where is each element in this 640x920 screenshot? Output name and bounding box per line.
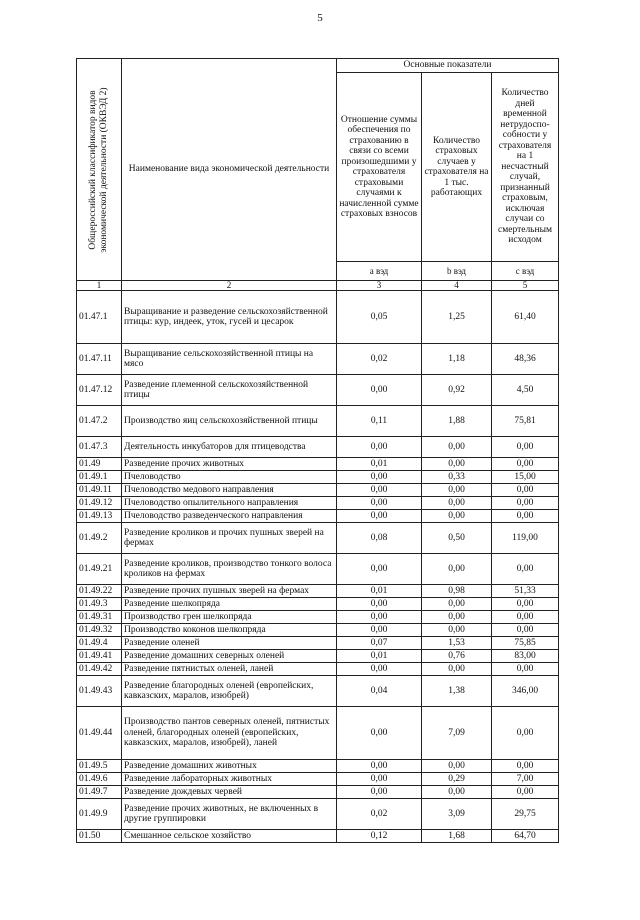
okved-code: 01.49.41	[77, 650, 122, 663]
table-row	[77, 497, 559, 510]
okved-code: 01.49.21	[77, 554, 122, 585]
value-b: 1,38	[422, 676, 492, 707]
table-row	[77, 637, 559, 650]
okved-code: 01.49.9	[77, 799, 122, 830]
value-c: 0,00	[492, 437, 559, 458]
value-c: 0,00	[492, 760, 559, 773]
okved-code: 01.49.2	[77, 523, 122, 554]
value-b: 0,00	[422, 786, 492, 799]
value-c: 51,33	[492, 585, 559, 598]
value-a: 0,00	[337, 471, 422, 484]
table-row	[77, 760, 559, 773]
okved-code: 01.47.3	[77, 437, 122, 458]
table-row	[77, 291, 559, 344]
okved-code: 01.49.43	[77, 676, 122, 707]
value-c: 119,00	[492, 523, 559, 554]
header-days: Количество дней временной нетрудоспо-собности у страхователя на 1 несчастный случай, признанный страховым, исключая случаи со смертельным исходом	[492, 73, 559, 262]
value-a: 0,00	[337, 611, 422, 624]
value-b: 0,00	[422, 437, 492, 458]
activity-name: Разведение племенной сельскохозяйственной птицы	[122, 375, 337, 406]
okved-code: 01.49.42	[77, 663, 122, 676]
table-row	[77, 471, 559, 484]
table-row	[77, 676, 559, 707]
value-a: 0,00	[337, 624, 422, 637]
okved-code: 01.47.12	[77, 375, 122, 406]
okved-code: 01.49.44	[77, 707, 122, 760]
value-c: 0,00	[492, 554, 559, 585]
value-b: 0,00	[422, 458, 492, 471]
value-b: 0,00	[422, 554, 492, 585]
table-row	[77, 830, 559, 843]
column-number: 4	[422, 281, 492, 291]
header-activity-name: Наименование вида экономической деятельности	[122, 59, 337, 281]
value-a: 0,02	[337, 799, 422, 830]
value-c: 0,00	[492, 510, 559, 523]
value-b: 0,00	[422, 484, 492, 497]
table-row	[77, 437, 559, 458]
value-b: 0,76	[422, 650, 492, 663]
header-sub-b: b вэд	[422, 262, 492, 281]
okved-code: 01.47.2	[77, 406, 122, 437]
header-okved-text: Общероссийский классификатор видов экономической деятельности (ОКВЭД 2)	[88, 86, 109, 253]
value-a: 0,00	[337, 773, 422, 786]
okved-code: 01.50	[77, 830, 122, 843]
value-b: 0,00	[422, 497, 492, 510]
value-c: 0,00	[492, 497, 559, 510]
table-row	[77, 786, 559, 799]
activity-name: Выращивание и разведение сельскохозяйственной птицы: кур, индеек, уток, гусей и цесарок	[122, 291, 337, 344]
okved-code: 01.49.31	[77, 611, 122, 624]
activity-name: Разведение шелкопряда	[122, 598, 337, 611]
value-c: 83,00	[492, 650, 559, 663]
value-a: 0,04	[337, 676, 422, 707]
activity-name: Производство пантов северных оленей, пятнистых оленей, благородных оленей (европейских, кавказских, маралов, изюбрей), ланей	[122, 707, 337, 760]
value-a: 0,07	[337, 637, 422, 650]
table-row	[77, 663, 559, 676]
value-a: 0,00	[337, 598, 422, 611]
okved-code: 01.49.4	[77, 637, 122, 650]
value-c: 15,00	[492, 471, 559, 484]
table-row	[77, 523, 559, 554]
value-b: 0,29	[422, 773, 492, 786]
value-b: 1,53	[422, 637, 492, 650]
value-c: 75,85	[492, 637, 559, 650]
value-b: 0,00	[422, 598, 492, 611]
value-a: 0,00	[337, 663, 422, 676]
value-c: 0,00	[492, 611, 559, 624]
activity-name: Разведение лабораторных животных	[122, 773, 337, 786]
value-b: 0,00	[422, 760, 492, 773]
activity-name: Разведение кроликов и прочих пушных зверей на фермах	[122, 523, 337, 554]
value-b: 1,68	[422, 830, 492, 843]
value-a: 0,00	[337, 760, 422, 773]
table-row	[77, 484, 559, 497]
okved-code: 01.47.11	[77, 344, 122, 375]
column-number: 2	[122, 281, 337, 291]
value-c: 0,00	[492, 598, 559, 611]
table-row	[77, 344, 559, 375]
value-a: 0,00	[337, 437, 422, 458]
activity-name: Разведение благородных оленей (европейских, кавказских, маралов, изюбрей)	[122, 676, 337, 707]
value-b: 0,00	[422, 611, 492, 624]
activity-name: Производство коконов шелкопряда	[122, 624, 337, 637]
activity-name: Пчеловодство	[122, 471, 337, 484]
value-a: 0,05	[337, 291, 422, 344]
value-a: 0,12	[337, 830, 422, 843]
value-b: 0,92	[422, 375, 492, 406]
value-b: 0,98	[422, 585, 492, 598]
activity-name: Пчеловодство разведенческого направления	[122, 510, 337, 523]
header-cases: Количество страховых случаев у страхователя на 1 тыс. работающих	[422, 73, 492, 262]
value-c: 61,40	[492, 291, 559, 344]
value-a: 0,00	[337, 786, 422, 799]
value-a: 0,02	[337, 344, 422, 375]
okved-code: 01.49.7	[77, 786, 122, 799]
column-numbers-row	[77, 281, 559, 291]
header-main-indicators: Основные показатели	[337, 59, 559, 73]
value-c: 4,50	[492, 375, 559, 406]
activity-name: Выращивание сельскохозяйственной птицы на мясо	[122, 344, 337, 375]
table-row	[77, 773, 559, 786]
value-c: 64,70	[492, 830, 559, 843]
okved-code: 01.49.13	[77, 510, 122, 523]
okved-code: 01.49	[77, 458, 122, 471]
okved-code: 01.49.32	[77, 624, 122, 637]
value-c: 0,00	[492, 624, 559, 637]
value-c: 0,00	[492, 458, 559, 471]
value-c: 0,00	[492, 663, 559, 676]
value-c: 0,00	[492, 786, 559, 799]
value-b: 7,09	[422, 707, 492, 760]
page-number: 5	[317, 12, 323, 24]
value-a: 0,11	[337, 406, 422, 437]
table-row	[77, 611, 559, 624]
table-row	[77, 650, 559, 663]
value-b: 1,25	[422, 291, 492, 344]
okved-code: 01.49.22	[77, 585, 122, 598]
table-row	[77, 510, 559, 523]
value-b: 0,00	[422, 624, 492, 637]
value-a: 0,08	[337, 523, 422, 554]
value-b: 1,88	[422, 406, 492, 437]
header-okved	[77, 59, 122, 281]
value-a: 0,00	[337, 375, 422, 406]
activity-name: Пчеловодство медового направления	[122, 484, 337, 497]
activity-name: Разведение оленей	[122, 637, 337, 650]
activity-name: Разведение прочих пушных зверей на фермах	[122, 585, 337, 598]
activity-name: Разведение пятнистых оленей, ланей	[122, 663, 337, 676]
okved-code: 01.47.1	[77, 291, 122, 344]
activity-name: Производство грен шелкопряда	[122, 611, 337, 624]
value-c: 346,00	[492, 676, 559, 707]
value-b: 0,00	[422, 663, 492, 676]
activity-name: Производство яиц сельскохозяйственной птицы	[122, 406, 337, 437]
value-b: 1,18	[422, 344, 492, 375]
value-a: 0,00	[337, 484, 422, 497]
column-number: 5	[492, 281, 559, 291]
value-b: 3,09	[422, 799, 492, 830]
value-c: 7,00	[492, 773, 559, 786]
value-c: 48,36	[492, 344, 559, 375]
value-a: 0,01	[337, 585, 422, 598]
table-row	[77, 598, 559, 611]
activity-name: Деятельность инкубаторов для птицеводства	[122, 437, 337, 458]
activity-name: Разведение прочих животных, не включенных в другие группировки	[122, 799, 337, 830]
activity-name: Разведение домашних северных оленей	[122, 650, 337, 663]
okved-code: 01.49.11	[77, 484, 122, 497]
value-c: 0,00	[492, 707, 559, 760]
value-a: 0,00	[337, 497, 422, 510]
value-a: 0,00	[337, 510, 422, 523]
column-number: 3	[337, 281, 422, 291]
value-c: 75,81	[492, 406, 559, 437]
activity-name: Разведение прочих животных	[122, 458, 337, 471]
value-c: 29,75	[492, 799, 559, 830]
table-row	[77, 554, 559, 585]
value-a: 0,01	[337, 458, 422, 471]
table-row	[77, 624, 559, 637]
activity-name: Пчеловодство опылительного направления	[122, 497, 337, 510]
table-row	[77, 799, 559, 830]
table-row	[77, 406, 559, 437]
okved-code: 01.49.12	[77, 497, 122, 510]
okved-code: 01.49.1	[77, 471, 122, 484]
okved-code: 01.49.5	[77, 760, 122, 773]
header-sub-c: c вэд	[492, 262, 559, 281]
indicators-table	[76, 58, 559, 843]
table-row	[77, 375, 559, 406]
activity-name: Разведение домашних животных	[122, 760, 337, 773]
header-ratio: Отношение суммы обеспечения по страхованию в связи со всеми произошедшими у страхователя страховыми случаями к начисленной сумме страховых взносов	[337, 73, 422, 262]
activity-name: Разведение кроликов, производство тонкого волоса кроликов на фермах	[122, 554, 337, 585]
activity-name: Разведение дождевых червей	[122, 786, 337, 799]
header-sub-a: a вэд	[337, 262, 422, 281]
value-b: 0,33	[422, 471, 492, 484]
value-c: 0,00	[492, 484, 559, 497]
table-row	[77, 585, 559, 598]
table-row	[77, 707, 559, 760]
value-a: 0,00	[337, 707, 422, 760]
column-number: 1	[77, 281, 122, 291]
table-row	[77, 458, 559, 471]
value-b: 0,00	[422, 510, 492, 523]
value-a: 0,00	[337, 554, 422, 585]
activity-name: Смешанное сельское хозяйство	[122, 830, 337, 843]
okved-code: 01.49.6	[77, 773, 122, 786]
value-a: 0,01	[337, 650, 422, 663]
value-b: 0,50	[422, 523, 492, 554]
okved-code: 01.49.3	[77, 598, 122, 611]
